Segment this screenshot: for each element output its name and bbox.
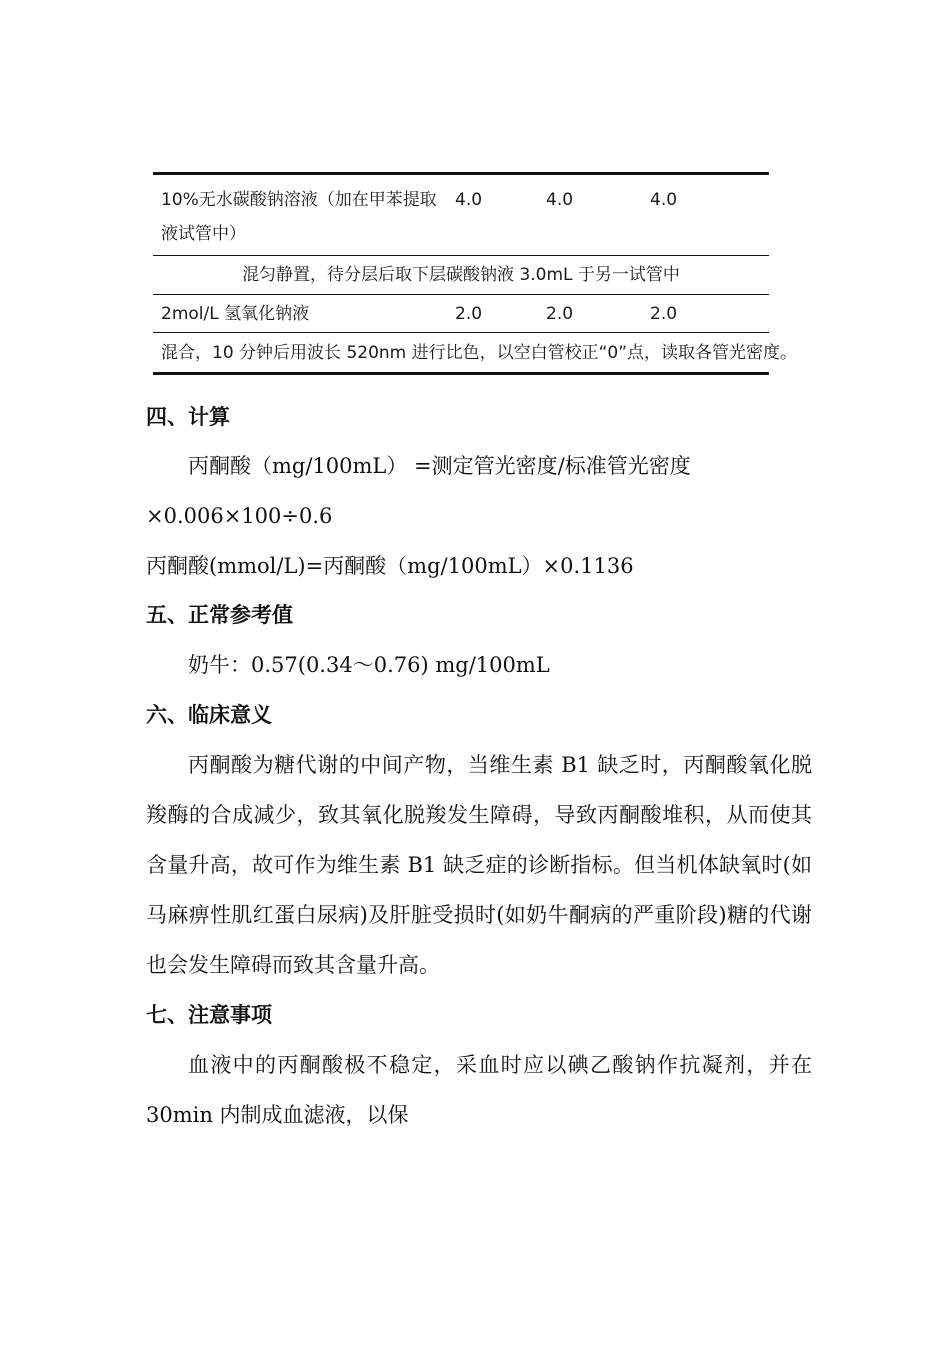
table-row [153,255,769,294]
reference-value: 奶牛：0.57(0.34～0.76) mg/100mL [188,653,550,677]
section-heading-notes: 七、注意事项 [146,1003,272,1027]
table-row [153,175,769,255]
table-cell: 2.0 [546,304,574,324]
notes-paragraph: 血液中的丙酮酸极不稳定，采血时应以碘乙酸钠作抗凝剂，并在 30min 内制成血滤液，以保 [146,1053,812,1127]
reagent-table [153,172,798,375]
table-instruction: 混合，10 分钟后用波长 520nm 进行比色，以空白管校正“0”点，读取各管光密度。 [161,343,798,363]
formula-line: 丙酮酸（mg/100mL） =测定管光密度/标准管光密度 [188,454,691,478]
section-heading-reference: 五、正常参考值 [146,603,293,627]
table-cell: 2.0 [650,304,678,324]
table-instruction: 混匀静置，待分层后取下层碳酸钠液 3.0mL 于另一试管中 [242,265,680,285]
table-cell: 4.0 [455,190,483,210]
table-cell: 2.0 [455,304,483,324]
table-row [153,332,798,372]
formula-line: 丙酮酸(mmol/L)=丙酮酸（mg/100mL）×0.1136 [146,554,634,578]
row-label: 2mol/L 氢氧化钠液 [161,304,310,324]
table-row [153,294,769,332]
clinical-paragraph: 丙酮酸为糖代谢的中间产物，当维生素 B1 缺乏时，丙酮酸氧化脱羧酶的合成减少，致其氧化脱羧发生障碍，导致丙酮酸堆积，从而使其含量升高，故可作为维生素 B1 缺乏症的诊断指标。但当机体缺氧时(如马麻痹性肌红蛋白尿病)及肝脏受损时(如奶牛酮病的严重阶段)糖的代谢也会发生障碍而致其含量升高。 [146,753,812,977]
table-cell: 4.0 [546,190,574,210]
table-cell: 4.0 [650,190,678,210]
formula-line: ×0.006×100÷0.6 [146,504,333,528]
section-heading-calc: 四、计算 [146,405,230,429]
row-label: 10%无水碳酸钠溶液（加在甲苯提取液试管中） [161,190,437,244]
section-heading-clinical: 六、临床意义 [146,703,272,727]
